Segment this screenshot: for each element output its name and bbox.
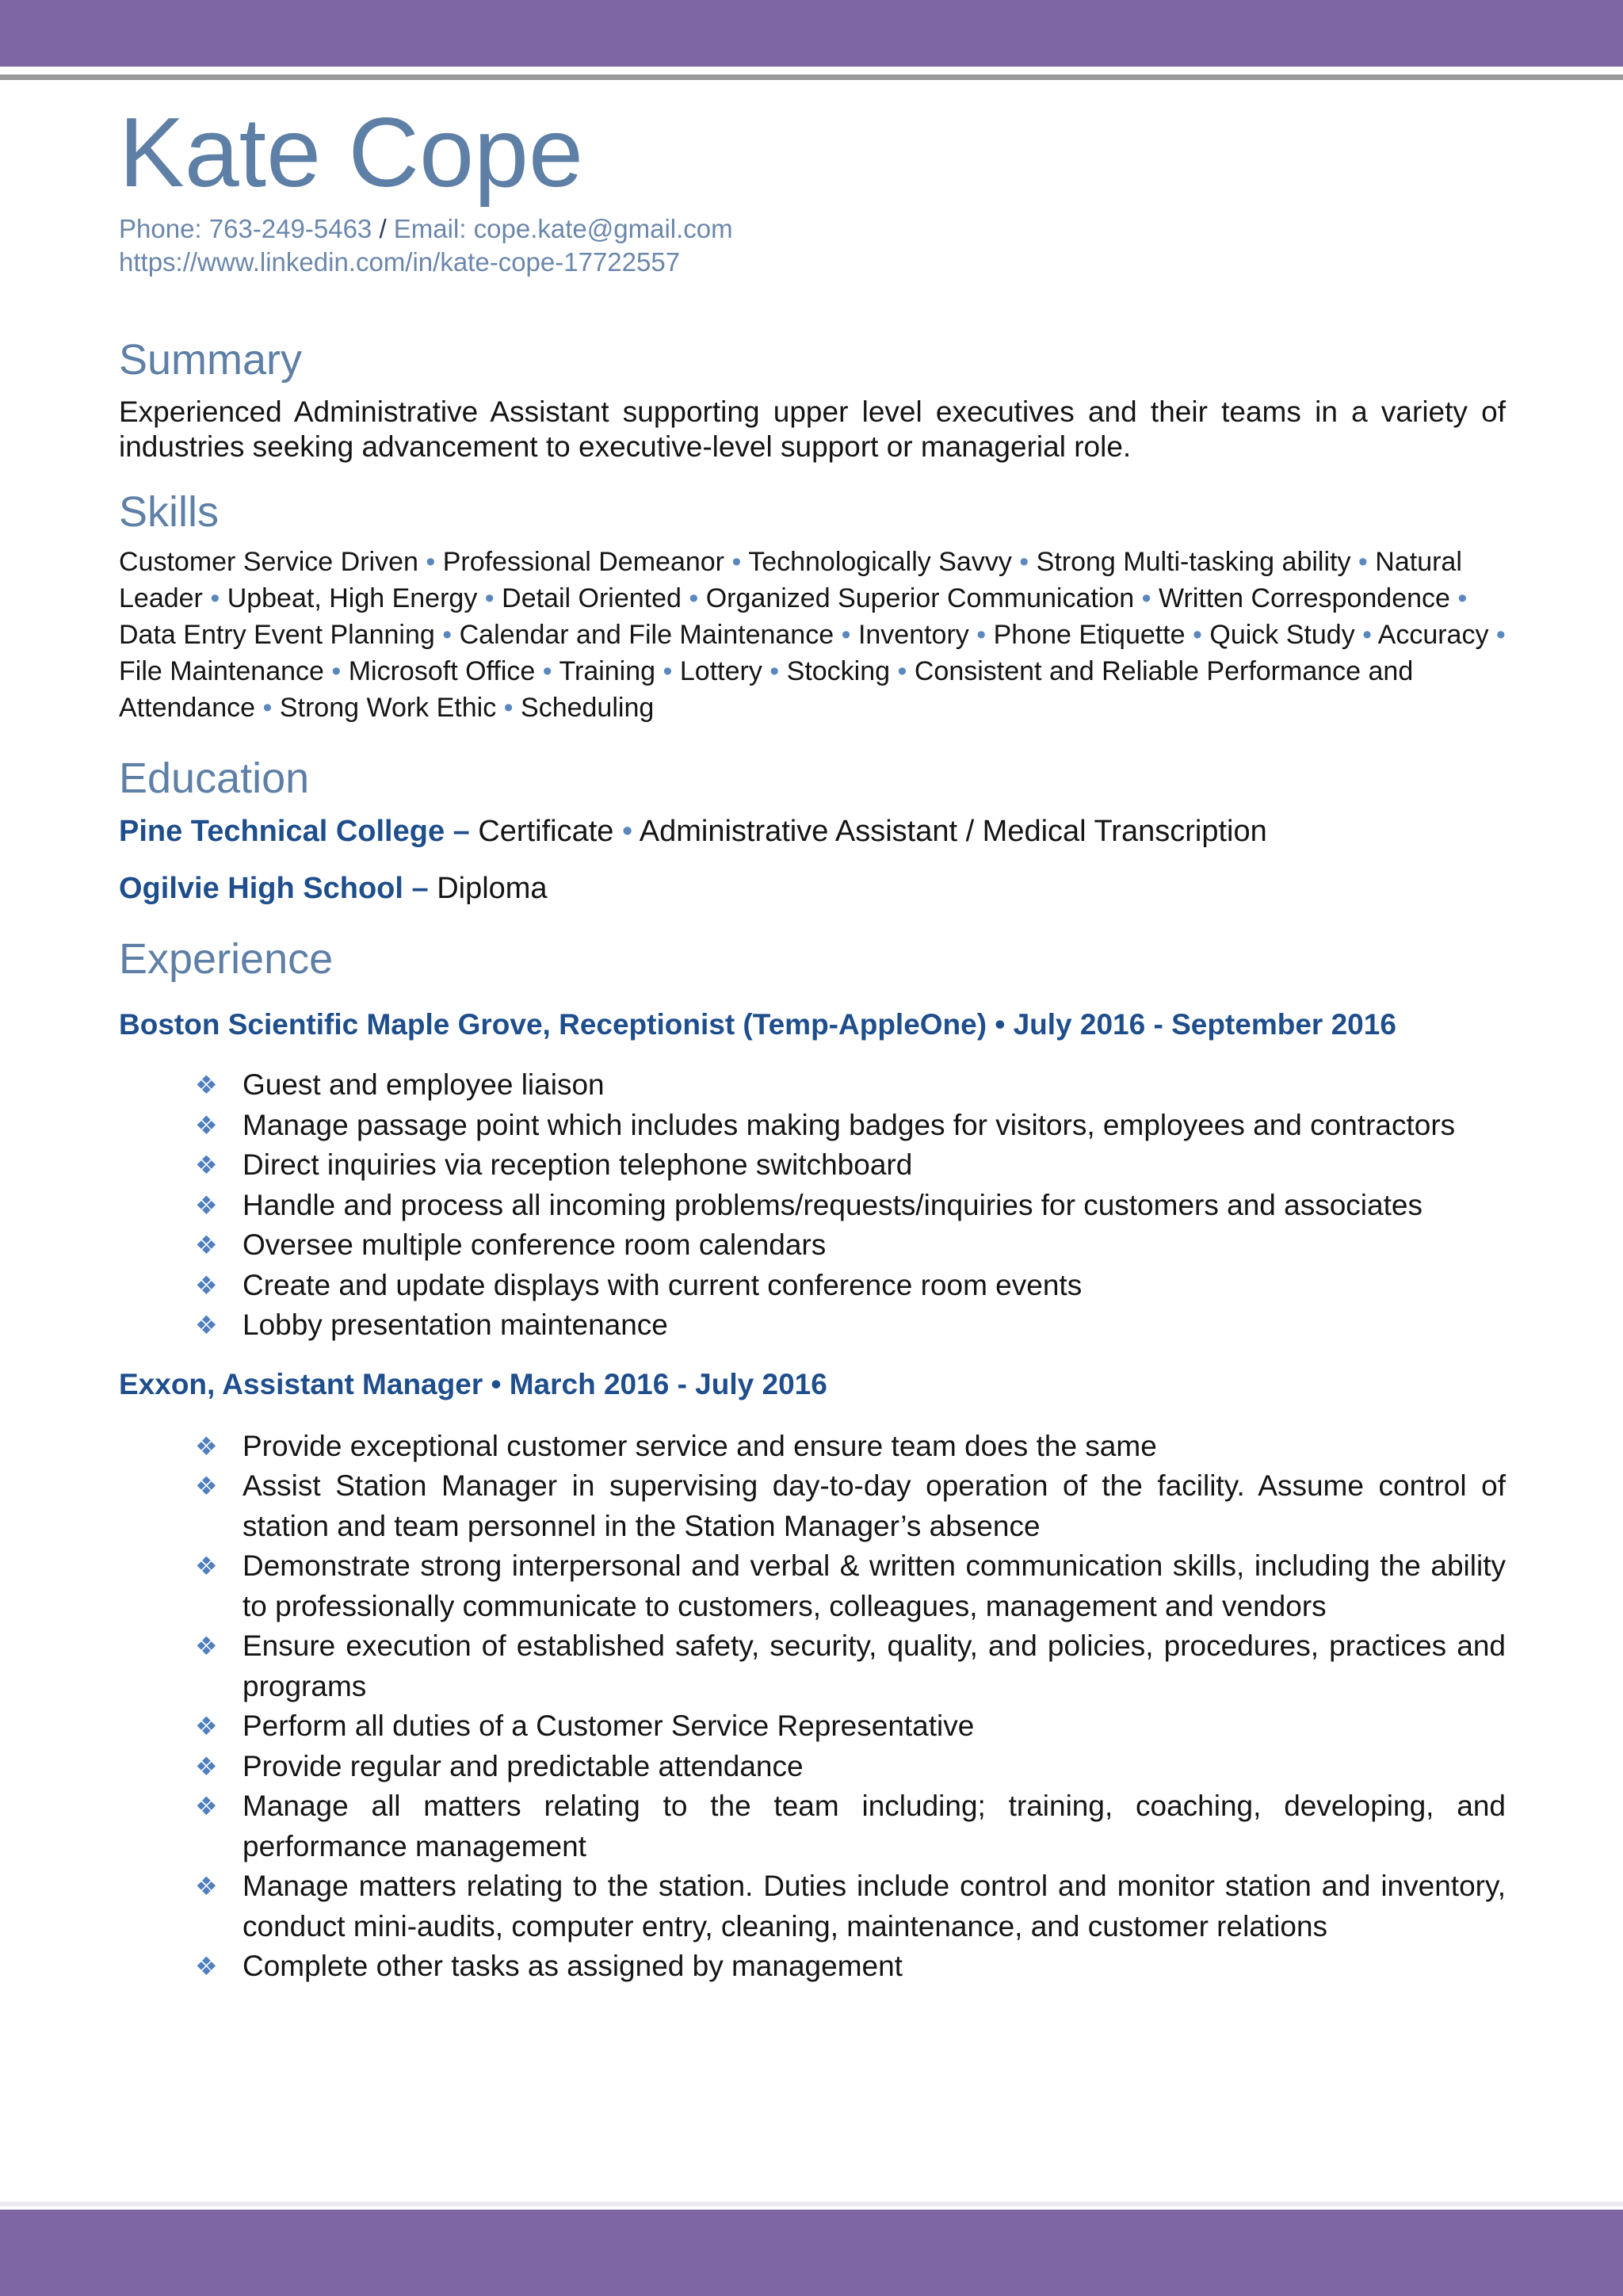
top-divider-line	[0, 74, 1623, 80]
bullet-dot-icon: •	[1141, 583, 1151, 613]
skill-item: Lottery	[679, 656, 762, 686]
summary-text: Experienced Administrative Assistant supporting upper level executives and their teams in a variety of industries seeking advancement to executive-level support or managerial role.	[119, 395, 1506, 463]
bullet-dot-icon: •	[1457, 583, 1468, 613]
skill-item: Consistent and Reliable Performance and Attendance	[119, 656, 1414, 723]
skill-item: Strong Work Ethic	[279, 693, 497, 723]
bullet-dot-icon: •	[841, 620, 851, 650]
email-link[interactable]: Email: cope.kate@gmail.com	[393, 214, 733, 243]
bullet-dot-icon: •	[426, 547, 436, 577]
skill-item: Accuracy	[1377, 620, 1489, 650]
skill-item: Technologically Savvy	[748, 547, 1012, 577]
job-bullet-item	[119, 1626, 1506, 1706]
skill-item: Detail Oriented	[502, 583, 682, 613]
resume-content	[119, 94, 1506, 1987]
bottom-divider-line	[0, 2202, 1623, 2206]
job-bullet-text: Direct inquiries via reception telephone switchboard	[242, 1148, 913, 1181]
bullet-dot-icon: •	[689, 583, 699, 613]
bullet-dot-icon: •	[503, 693, 514, 723]
bullet-dot-icon: •	[897, 656, 907, 686]
job-bullet-item	[119, 1186, 1506, 1226]
skill-item: Natural Leader	[119, 547, 1462, 613]
experience-heading: Experience	[119, 935, 334, 983]
job-heading: Exxon, Assistant Manager • March 2016 - July 2016	[119, 1367, 827, 1400]
job-bullet-item	[119, 1747, 1506, 1787]
linkedin-link[interactable]: https://www.linkedin.com/in/kate-cope-17722557	[119, 247, 681, 277]
top-color-band	[0, 0, 1623, 67]
contact-separator: /	[379, 214, 387, 243]
job-bullet-item	[119, 1145, 1506, 1186]
diamond-bullet-icon: ❖	[195, 1311, 218, 1339]
skill-item: Calendar and File Maintenance	[459, 620, 834, 650]
job-bullet-text: Provide exceptional customer service and ensure team does the same	[242, 1429, 1157, 1462]
bullet-dot-icon: •	[769, 656, 780, 686]
job-bullet-item	[119, 1106, 1506, 1146]
education-field: Administrative Assistant / Medical Transcription	[639, 815, 1267, 848]
diamond-bullet-icon: ❖	[195, 1190, 218, 1220]
job-bullet-item	[119, 1225, 1506, 1266]
job-bullet-item	[119, 1466, 1506, 1546]
skills-list	[119, 544, 1506, 726]
diamond-bullet-icon: ❖	[195, 1712, 218, 1740]
job-bullet-item	[119, 1946, 1506, 1987]
diamond-bullet-icon: ❖	[195, 1472, 218, 1500]
job-bullet-text: Demonstrate strong interpersonal and verbal & written communication skills, including the ability to professionally communicate to customers, colleagues, management and vendors	[242, 1549, 1506, 1622]
skill-item: Strong Multi-tasking ability	[1036, 547, 1351, 577]
skill-item: Written Correspondence	[1159, 583, 1450, 613]
skill-item: Scheduling	[521, 693, 655, 723]
job-bullet-text: Manage all matters relating to the team including; training, coaching, developing, and performance management	[242, 1790, 1506, 1862]
job-bullet-item	[119, 1427, 1506, 1467]
job-bullet-text: Handle and process all incoming problems/requests/inquiries for customers and associates	[242, 1188, 1423, 1221]
education-entry	[119, 870, 1506, 907]
diamond-bullet-icon: ❖	[195, 1431, 218, 1461]
skill-item: Customer Service Driven	[119, 547, 418, 577]
skill-item: Training	[559, 656, 656, 686]
bullet-dot-icon: •	[663, 656, 673, 686]
bullet-dot-icon: •	[331, 656, 342, 686]
diamond-bullet-icon: ❖	[195, 1952, 218, 1981]
diamond-bullet-icon: ❖	[195, 1792, 218, 1820]
skill-item: Upbeat, High Energy	[227, 583, 478, 613]
job-bullet-text: Ensure execution of established safety, security, quality, and policies, procedures, practices and programs	[242, 1629, 1506, 1702]
skill-item: Quick Study	[1209, 620, 1355, 650]
skills-heading: Skills	[119, 488, 220, 536]
bullet-dot-icon: •	[1019, 547, 1029, 577]
job-bullet-item	[119, 1065, 1506, 1106]
diamond-bullet-icon: ❖	[195, 1270, 218, 1300]
skill-item: Organized Superior Communication	[705, 583, 1135, 613]
job-bullet-list	[119, 1065, 1506, 1346]
diamond-bullet-icon: ❖	[195, 1552, 218, 1580]
summary-heading: Summary	[119, 336, 303, 384]
bullet-dot-icon: •	[1193, 620, 1202, 650]
job-heading: Boston Scientific Maple Grove, Receptionist (Temp-AppleOne) • July 2016 - September 2016	[119, 1008, 1396, 1041]
phone-text: Phone: 763-249-5463	[119, 214, 372, 243]
bullet-dot-icon: •	[262, 693, 273, 723]
education-school: Pine Technical College –	[119, 815, 470, 848]
education-entry	[119, 813, 1506, 850]
job-bullet-item	[119, 1546, 1506, 1626]
job-bullet-list	[119, 1427, 1506, 1987]
job-bullet-text: Guest and employee liaison	[242, 1068, 605, 1101]
job-bullet-text: Perform all duties of a Customer Service Representative	[242, 1710, 975, 1742]
bullet-dot-icon: •	[731, 547, 742, 577]
diamond-bullet-icon: ❖	[195, 1752, 218, 1781]
job-bullet-item	[119, 1866, 1506, 1946]
education-school: Ogilvie High School –	[119, 872, 429, 905]
bullet-dot-icon: •	[484, 583, 495, 613]
bullet-dot-icon: •	[210, 583, 220, 613]
job-bullet-item	[119, 1786, 1506, 1866]
candidate-name: Kate Cope	[119, 98, 583, 208]
job-bullet-text: Lobby presentation maintenance	[242, 1308, 668, 1341]
diamond-bullet-icon: ❖	[195, 1872, 218, 1901]
skill-item: File Maintenance	[119, 656, 324, 686]
skill-item: Inventory	[857, 620, 969, 650]
job-bullet-text: Oversee multiple conference room calendars	[242, 1228, 827, 1261]
skill-item: Stocking	[786, 656, 891, 686]
job-bullet-item	[119, 1305, 1506, 1346]
job-bullet-text: Complete other tasks as assigned by management	[242, 1950, 903, 1982]
bullet-dot-icon: •	[621, 815, 633, 848]
skill-item: Microsoft Office	[348, 656, 536, 686]
bullet-dot-icon: •	[1358, 547, 1368, 577]
bullet-dot-icon: •	[542, 656, 552, 686]
job-bullet-text: Assist Station Manager in supervising day-to-day operation of the facility. Assume control of station and team personnel in the Station Manager’s absence	[242, 1469, 1506, 1542]
job-bullet-text: Manage matters relating to the station. Duties include control and monitor station and inventory, conduct mini-audits, computer entry, cleaning, maintenance, and customer relations	[242, 1870, 1506, 1943]
diamond-bullet-icon: ❖	[195, 1071, 218, 1099]
diamond-bullet-icon: ❖	[195, 1151, 218, 1179]
job-bullet-text: Create and update displays with current conference room events	[242, 1268, 1083, 1301]
job-bullet-item	[119, 1706, 1506, 1747]
education-credential: Certificate	[478, 815, 614, 848]
diamond-bullet-icon: ❖	[195, 1110, 218, 1140]
job-bullet-text: Provide regular and predictable attendance	[242, 1749, 804, 1782]
diamond-bullet-icon: ❖	[195, 1231, 218, 1259]
bullet-dot-icon: •	[1495, 620, 1506, 650]
contact-line	[119, 212, 1506, 246]
bullet-dot-icon: •	[442, 620, 453, 650]
skill-item: Phone Etiquette	[993, 620, 1186, 650]
skill-item: Professional Demeanor	[442, 547, 724, 577]
job-bullet-item	[119, 1266, 1506, 1306]
skill-item: Data Entry Event Planning	[119, 620, 435, 650]
bullet-dot-icon: •	[976, 620, 987, 650]
bullet-dot-icon: •	[1362, 620, 1373, 650]
bottom-color-band	[0, 2210, 1623, 2296]
education-heading: Education	[119, 755, 310, 802]
job-bullet-text: Manage passage point which includes making badges for visitors, employees and contractors	[242, 1108, 1456, 1141]
diamond-bullet-icon: ❖	[195, 1632, 218, 1660]
education-credential: Diploma	[437, 872, 548, 905]
